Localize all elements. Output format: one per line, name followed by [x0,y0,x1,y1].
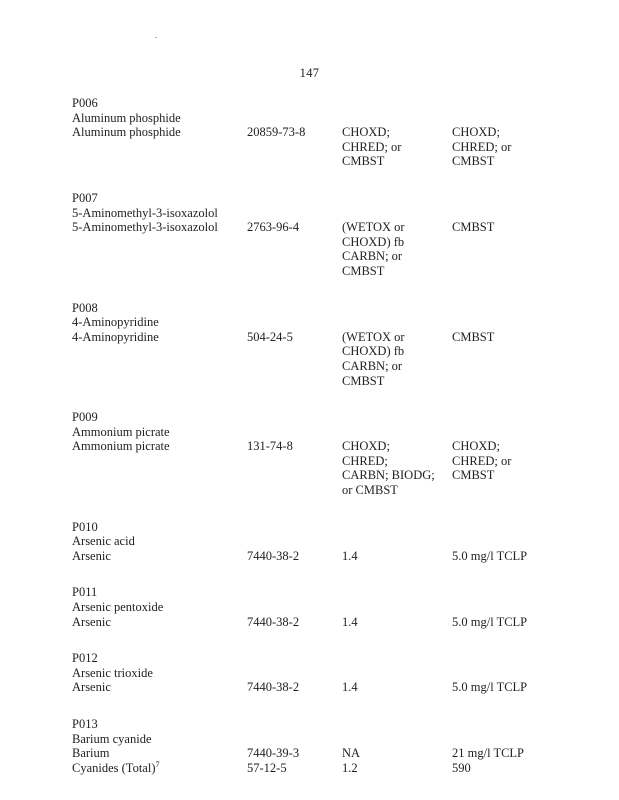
nonwastewater-standard: 590 [452,760,471,775]
nonwastewater-standard: 5.0 mg/l TCLP [452,614,528,629]
constituent-name: 5-Aminomethyl-3-isoxazolol [72,220,218,235]
wastewater-standard: CHOXD; CHRED; or CMBST [342,125,402,169]
waste-code-entry [72,717,592,775]
constituent-cell [72,439,247,497]
waste-code-entry [72,96,592,169]
waste-code: P010 [72,519,98,534]
waste-code-entry [72,410,592,498]
constituent-row [72,761,592,776]
constituent-name: 4-Aminopyridine [72,329,159,344]
constituent-row [72,439,592,497]
constituent-name: Arsenic [72,680,111,695]
constituent-row [72,220,592,278]
constituent-cell [72,761,247,776]
wastewater-standard: (WETOX or CHOXD) fb CARBN; or CMBST [342,220,405,278]
waste-code-entry [72,651,592,695]
waste-code: P012 [72,651,98,666]
footnote-marker: 7 [155,759,160,769]
constituent-cell [72,220,247,278]
constituent-cell [72,330,247,388]
waste-code-list [72,96,592,775]
stray-mark: . [155,30,158,40]
constituent-row [72,615,592,630]
wastewater-standard: (WETOX or CHOXD) fb CARBN; or CMBST [342,329,405,388]
constituent-row [72,680,592,695]
cas-number: 504-24-5 [247,329,293,344]
waste-code: P007 [72,190,98,205]
waste-name: 5-Aminomethyl-3-isoxazolol [72,205,218,220]
wastewater-standard: 1.4 [342,680,358,695]
wastewater-standard: 1.2 [342,760,358,775]
waste-code: P013 [72,717,98,731]
cas-number: 20859-73-8 [247,125,306,140]
cas-number: 57-12-5 [247,760,287,775]
wastewater-standard: CHOXD; CHRED; CARBN; BIODG; or CMBST [342,439,435,498]
waste-code: P011 [72,585,98,600]
constituent-name: Barium [72,746,110,761]
waste-name: Ammonium picrate [72,424,170,439]
cas-number: 7440-38-2 [247,680,300,695]
cas-number: 7440-39-3 [247,746,300,761]
wastewater-standard: 1.4 [342,548,358,563]
constituent-row [72,549,592,564]
constituent-name: Ammonium picrate [72,439,170,454]
waste-name: Barium cyanide [72,731,152,746]
constituent-name: Aluminum phosphide [72,125,181,140]
cas-number: 7440-38-2 [247,614,300,629]
nonwastewater-standard: CHOXD; CHRED; or CMBST [452,439,512,483]
constituent-row [72,125,592,169]
waste-name: Arsenic acid [72,534,135,549]
cas-number: 2763-96-4 [247,220,300,235]
waste-code: P009 [72,410,98,425]
waste-name: 4-Aminopyridine [72,315,159,330]
nonwastewater-standard: 21 mg/l TCLP [452,746,525,761]
wastewater-standard: NA [342,746,361,761]
waste-name: Aluminum phosphide [72,110,181,125]
nonwastewater-standard: 5.0 mg/l TCLP [452,680,528,695]
constituent-name: Arsenic [72,614,111,629]
constituent-row [72,330,592,388]
constituent-name: Arsenic [72,548,111,563]
nonwastewater-standard: CHOXD; CHRED; or CMBST [452,125,512,169]
constituent-cell [72,680,247,695]
waste-code: P006 [72,96,98,110]
nonwastewater-standard: CMBST [452,220,495,235]
waste-code-entry [72,301,592,389]
constituent-row [72,746,592,761]
waste-name: Arsenic trioxide [72,665,153,680]
waste-code-entry [72,191,592,279]
constituent-cell [72,549,247,564]
constituent-cell [72,125,247,169]
waste-name: Arsenic pentoxide [72,600,164,615]
cas-number: 131-74-8 [247,439,293,454]
nonwastewater-standard: CMBST [452,329,495,344]
constituent-cell [72,615,247,630]
cas-number: 7440-38-2 [247,548,300,563]
waste-code: P008 [72,300,98,315]
waste-code-entry [72,585,592,629]
nonwastewater-standard: 5.0 mg/l TCLP [452,548,528,563]
wastewater-standard: 1.4 [342,614,358,629]
page-number: 147 [299,66,320,80]
constituent-name: Cyanides (Total) [72,760,156,775]
constituent-cell [72,746,247,761]
waste-code-entry [72,520,592,564]
